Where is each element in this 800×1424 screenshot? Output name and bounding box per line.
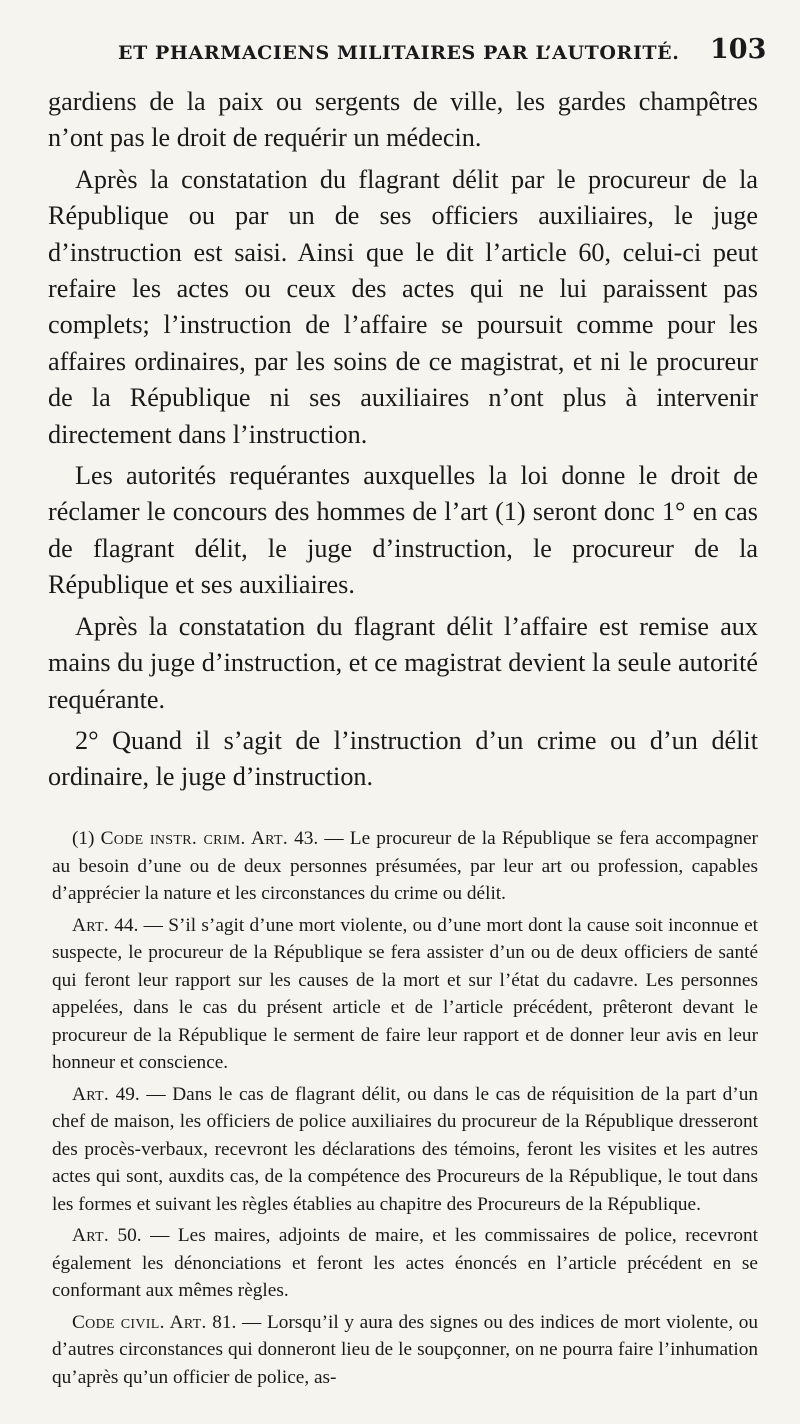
- page-number: 103: [710, 34, 767, 65]
- article-reference: Art.: [72, 1083, 109, 1105]
- paragraph: Après la constatation du flagrant délit l’affaire est remise aux mains du juge d’instruction, et ce magistrat devient la seule autorité requérante.: [48, 611, 758, 714]
- paragraph-continued: gardiens de la paix ou sergents de ville, les gardes champêtres n’ont pas le droit de requérir un médecin.: [48, 87, 758, 153]
- footnote-text: 50. — Les maires, adjoints de maire, et les commissaires de police, recevront également les dénonciations et feront les actes énoncés en l’article précédent en se conformant aux mêmes règles.: [52, 1225, 758, 1301]
- paragraph: Après la constatation du flagrant délit par le procureur de la République ou par un de ses officiers auxiliaires, le juge d’instruction est saisi. Ainsi que le dit l’article 60, celui-ci peut refaire les actes ou ceux des actes qui ne lui paraissent pas complets; l’instruction de l’affaire se poursuit comme pour les affaires ordinaires, par les soins de ce magistrat, et ni le procureur de la République ni ses auxiliaires n’ont plus à intervenir directement dans l’instruction.: [48, 164, 758, 449]
- running-title: ET PHARMACIENS MILITAIRES PAR L’AUTORITÉ.: [118, 42, 680, 64]
- footnote-marker: (1): [72, 828, 101, 849]
- footnote-article-50: [52, 1222, 758, 1305]
- footnote-text: 43. — Le procureur de la République se fera accompagner au besoin d’une ou de deux personnes présumées, par leur art ou profession, capables d’apprécier la nature et les circonstances du crime ou délit.: [52, 828, 758, 904]
- footnote-code-civil-81: [52, 1309, 758, 1392]
- footnote-1: [52, 825, 758, 908]
- main-text: [48, 84, 758, 801]
- article-reference: Art.: [72, 1225, 109, 1246]
- footnote-text: 81. — Lorsqu’il y aura des signes ou des indices de mort violente, ou d’autres circonstances qui donneront lieu de le soupçonner, on ne pourra faire l’inhumation qu’après qu’un officier de police, as-: [52, 1311, 758, 1388]
- page-header: [0, 30, 800, 70]
- footnote-text: 49. — Dans le cas de flagrant délit, ou dans le cas de réquisition de la part d’un chef de maison, les officiers de police auxiliaires du procureur de la République dresseront des procès-verbaux, recevront les déclarations des témoins, feront les visites et les autres actes qui sont, auxdits cas, de la compétence des Procureurs de la République, le tout dans les formes et suivant les règles établies au chapitre des Procureurs de la République.: [52, 1083, 758, 1215]
- paragraph: 2° Quand il s’agit de l’instruction d’un crime ou d’un délit ordinaire, le juge d’instruction.: [48, 725, 758, 792]
- footnote-text: 44. — S’il s’agit d’une mort violente, ou d’une mort dont la cause soit inconnue et suspecte, le procureur de la République se fera assister d’un ou de deux officiers de santé qui feront leur rapport sur les causes de la mort et sur l’état du cadavre. Les personnes appelées, dans le cas du présent article et de l’article précédent, prêteront devant le procureur de la République le serment de faire leur rapport et de donner leur avis en leur honneur et conscience.: [52, 914, 758, 1073]
- article-reference: Art.: [72, 914, 109, 936]
- footnote-article-49: [52, 1081, 758, 1219]
- paragraph: Les autorités requérantes auxquelles la loi donne le droit de réclamer le concours des hommes de l’art (1) seront donc 1° en cas de flagrant délit, le juge d’instruction, le procureur de la République et ses auxiliaires.: [48, 461, 758, 600]
- footnote-article-44: [52, 912, 758, 1077]
- code-reference: Code civil. Art.: [72, 1311, 207, 1333]
- footnotes: [52, 825, 758, 1395]
- code-reference: Code instr. crim. Art.: [100, 828, 288, 849]
